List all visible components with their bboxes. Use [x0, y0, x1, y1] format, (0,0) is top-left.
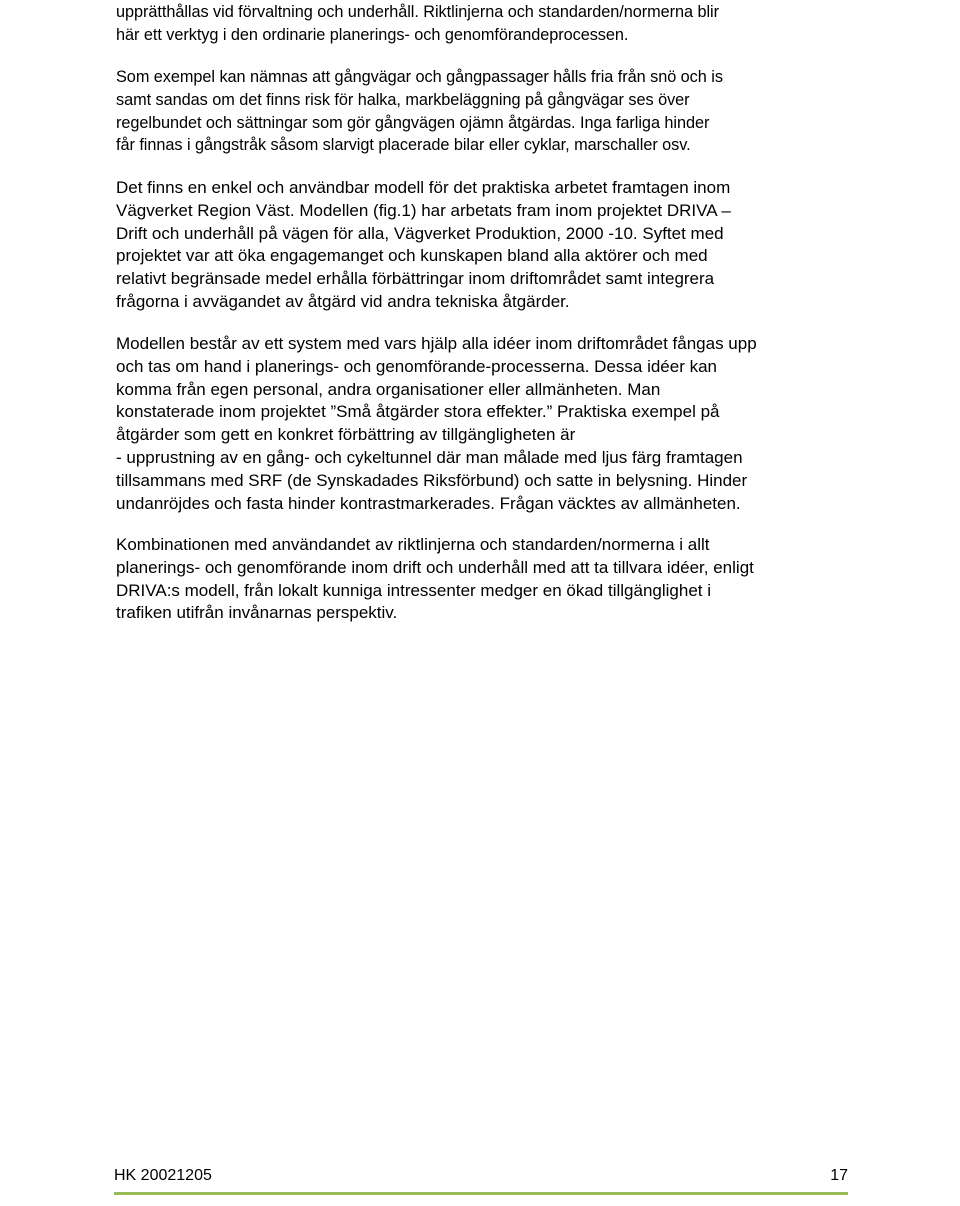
- paragraph-line: och tas om hand i planerings- och genomförande-processerna. Dessa idéer kan: [116, 356, 718, 376]
- paragraph-line: trafiken utifrån invånarnas perspektiv.: [116, 603, 398, 623]
- footer-page-number: 17: [830, 1167, 848, 1184]
- paragraph-1: [116, 1, 719, 47]
- paragraph-line: åtgärder som gett en konkret förbättring av tillgängligheten är: [116, 425, 576, 445]
- paragraph-line: upprätthållas vid förvaltning och underhåll. Riktlinjerna och standarden/normerna blir: [116, 3, 719, 21]
- paragraph-line: samt sandas om det finns risk för halka, markbeläggning på gångvägar ses över: [116, 90, 690, 109]
- paragraph-line: Vägverket Region Väst. Modellen (fig.1) har arbetats fram inom projektet DRIVA –: [116, 200, 731, 220]
- paragraph-line: - upprustning av en gång- och cykeltunnel där man målade med ljus färg framtagen: [116, 447, 743, 467]
- paragraph-line: får finnas i gångstråk såsom slarvigt placerade bilar eller cyklar, marschaller osv.: [116, 136, 691, 155]
- paragraph-line: Det finns en enkel och användbar modell för det praktiska arbetet framtagen inom: [116, 178, 731, 197]
- paragraph-line: tillsammans med SRF (de Synskadades Riksförbund) och satte in belysning. Hinder: [116, 470, 748, 490]
- paragraph-line: Som exempel kan nämnas att gångvägar och gångpassager hålls fria från snö och is: [116, 68, 723, 86]
- paragraph-2: [116, 66, 723, 157]
- footer-document-id: HK 20021205: [114, 1167, 212, 1184]
- paragraph-line: frågorna i avvägandet av åtgärd vid andra tekniska åtgärder.: [116, 291, 570, 311]
- paragraph-line: relativt begränsade medel erhålla förbättringar inom driftområdet samt integrera: [116, 269, 715, 289]
- paragraph-4: [116, 333, 757, 515]
- page-footer: [114, 1166, 848, 1206]
- paragraph-line: här ett verktyg i den ordinarie planerings- och genomförandeprocessen.: [116, 25, 629, 44]
- paragraph-line: Kombinationen med användandet av riktlinjerna och standarden/normerna i allt: [116, 535, 710, 554]
- paragraph-line: undanröjdes och fasta hinder kontrastmarkerades. Frågan väcktes av allmänheten.: [116, 493, 741, 513]
- paragraph-line: Drift och underhåll på vägen för alla, Vägverket Produktion, 2000 -10. Syftet med: [116, 223, 724, 243]
- paragraph-line: projektet var att öka engagemanget och kunskapen bland alla aktörer och med: [116, 246, 708, 266]
- paragraph-line: komma från egen personal, andra organisationer eller allmänheten. Man: [116, 379, 661, 399]
- paragraph-5: [116, 534, 754, 625]
- paragraph-line: DRIVA:s modell, från lokalt kunniga intressenter medger en ökad tillgänglighet i: [116, 580, 711, 600]
- paragraph-line: konstaterade inom projektet ”Små åtgärder stora effekter.” Praktiska exempel på: [116, 402, 720, 422]
- paragraph-3: [116, 177, 731, 314]
- paragraph-line: Modellen består av ett system med vars hjälp alla idéer inom driftområdet fångas upp: [116, 334, 757, 353]
- paragraph-line: regelbundet och sättningar som gör gångvägen ojämn åtgärdas. Inga farliga hinder: [116, 113, 710, 132]
- footer-divider: [114, 1192, 848, 1195]
- paragraph-line: planerings- och genomförande inom drift och underhåll med att ta tillvara idéer, enligt: [116, 557, 754, 577]
